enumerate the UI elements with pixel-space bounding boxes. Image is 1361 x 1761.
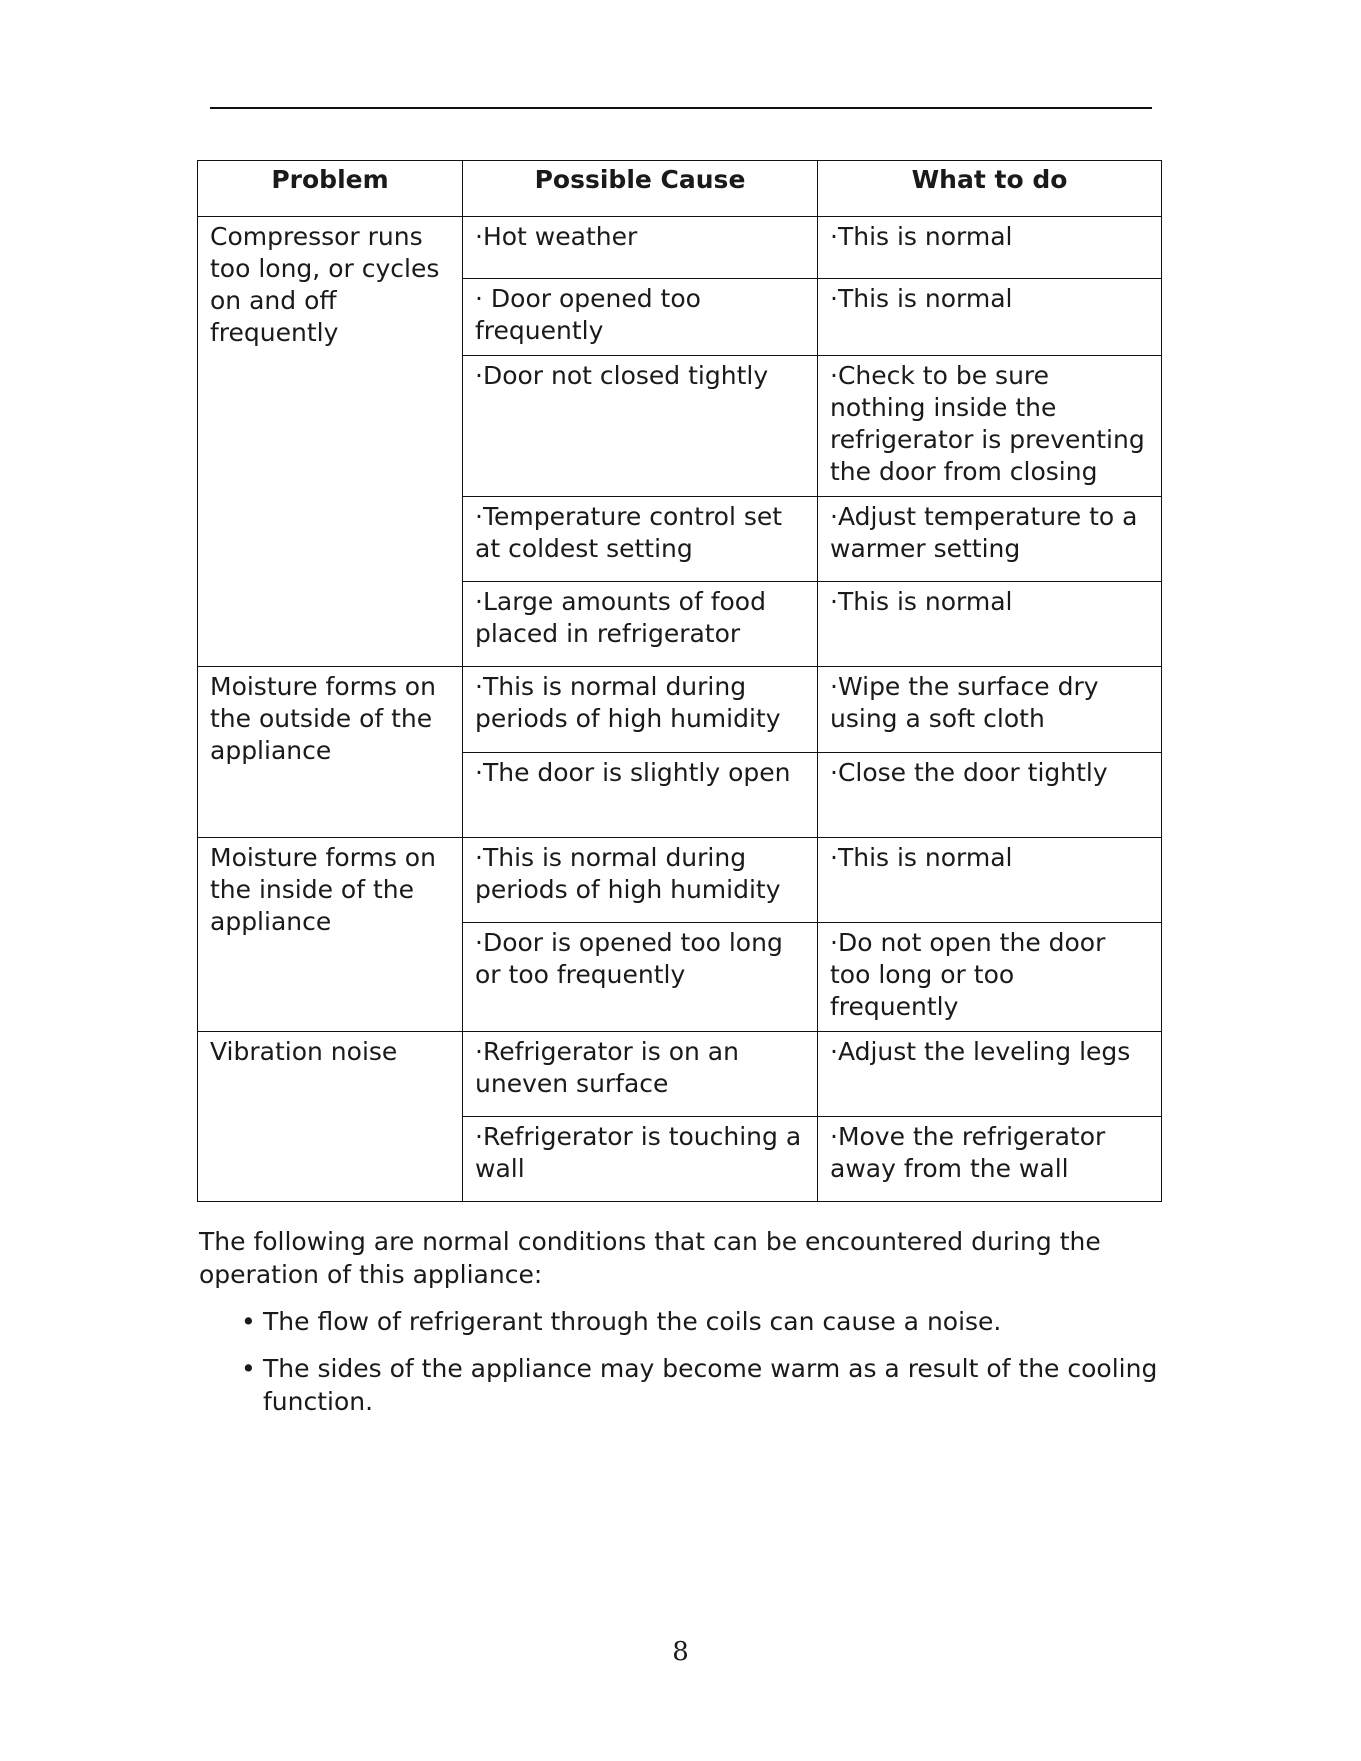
table-row xyxy=(198,838,1162,923)
table-row xyxy=(198,1032,1162,1117)
cause-cell: ·Refrigerator is touching a wall xyxy=(463,1117,818,1202)
cause-cell: ·Door not closed tightly xyxy=(463,356,818,497)
cause-cell: ·Hot weather xyxy=(463,217,818,279)
cause-cell: ·This is normal during periods of high humidity xyxy=(463,838,818,923)
cause-cell: ·Refrigerator is on an uneven surface xyxy=(463,1032,818,1117)
bullet-icon: • xyxy=(241,1354,256,1383)
table-row xyxy=(198,217,1162,279)
action-cell: ·Move the refrigerator away from the wall xyxy=(818,1117,1162,1202)
problem-cell: Moisture forms on the inside of the appliance xyxy=(198,838,463,1032)
table-row xyxy=(198,667,1162,753)
list-item xyxy=(241,1305,1179,1338)
header-what-to-do: What to do xyxy=(818,161,1162,217)
troubleshooting-table xyxy=(197,160,1162,1202)
header-problem: Problem xyxy=(198,161,463,217)
action-cell: ·This is normal xyxy=(818,279,1162,356)
cause-cell: ·This is normal during periods of high humidity xyxy=(463,667,818,753)
action-cell: ·Adjust the leveling legs xyxy=(818,1032,1162,1117)
table-header-row xyxy=(198,161,1162,217)
cause-cell: ·Door is opened too long or too frequently xyxy=(463,923,818,1032)
list-item-text: The flow of refrigerant through the coils can cause a noise. xyxy=(263,1307,1002,1336)
normal-conditions-list xyxy=(199,1305,1179,1418)
action-cell: ·Do not open the door too long or too frequently xyxy=(818,923,1162,1032)
cause-cell: ·Temperature control set at coldest setting xyxy=(463,497,818,582)
action-cell: ·Close the door tightly xyxy=(818,753,1162,838)
list-item-text: The sides of the appliance may become warm as a result of the cooling function. xyxy=(263,1354,1158,1416)
bullet-icon: • xyxy=(241,1307,256,1336)
action-cell: ·Adjust temperature to a warmer setting xyxy=(818,497,1162,582)
list-item xyxy=(241,1352,1179,1418)
action-cell: ·This is normal xyxy=(818,217,1162,279)
normal-conditions-section xyxy=(199,1225,1179,1432)
header-possible-cause: Possible Cause xyxy=(463,161,818,217)
action-cell: ·This is normal xyxy=(818,838,1162,923)
action-cell: ·This is normal xyxy=(818,582,1162,667)
problem-cell: Moisture forms on the outside of the appliance xyxy=(198,667,463,838)
cause-cell: · Door opened too frequently xyxy=(463,279,818,356)
cause-cell: ·Large amounts of food placed in refrigerator xyxy=(463,582,818,667)
normal-conditions-intro: The following are normal conditions that can be encountered during the operation of this appliance: xyxy=(199,1227,1101,1289)
header-rule xyxy=(210,107,1152,109)
action-cell: ·Check to be sure nothing inside the refrigerator is preventing the door from closing xyxy=(818,356,1162,497)
cause-cell: ·The door is slightly open xyxy=(463,753,818,838)
action-cell: ·Wipe the surface dry using a soft cloth xyxy=(818,667,1162,753)
problem-cell: Compressor runs too long, or cycles on and off frequently xyxy=(198,217,463,667)
page-number: 8 xyxy=(672,1637,689,1667)
problem-cell: Vibration noise xyxy=(198,1032,463,1202)
